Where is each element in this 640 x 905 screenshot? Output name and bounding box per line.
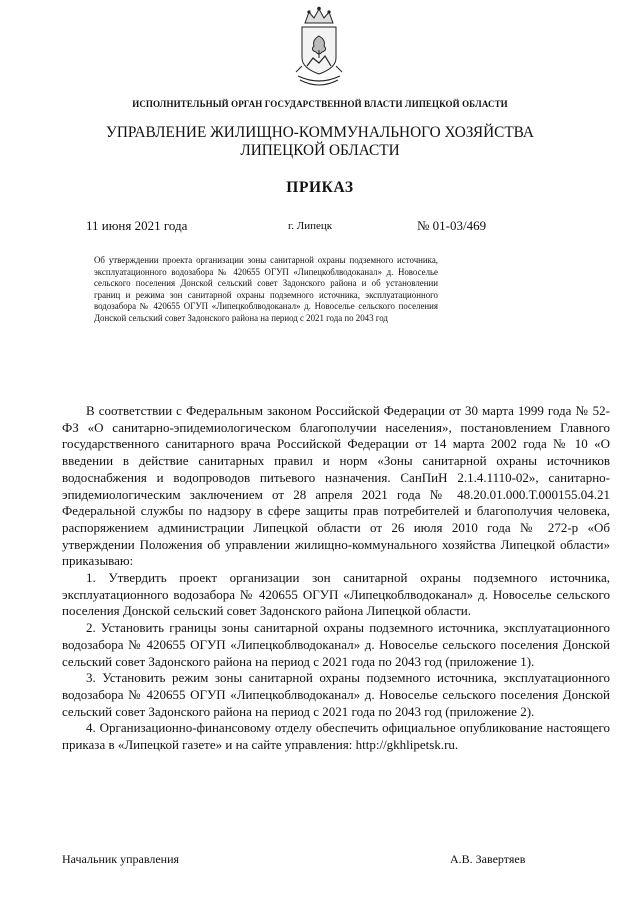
order-number: № 01-03/469 <box>417 218 487 233</box>
order-item-3: 3. Установить режим зоны санитарной охраны подземного источника, эксплуатационного водозабора № 420655 ОГУП «Липецкоблводоканал» д. Новоселье сельского поселения Донской сельский совет Задонского района на период с 2021 года по 2043 год (приложение 2). <box>62 670 610 719</box>
department-name <box>0 124 640 160</box>
order-item-1: 1. Утвердить проект организации зон санитарной охраны подземного источника, эксплуатационного водозабора № 420655 ОГУП «Липецкоблводоканал» д. Новоселье сельского поселения Донской сельский совет Задонского района Липецкой области. <box>62 570 610 619</box>
order-subject: Об утверждении проекта организации зоны санитарной охраны подземного источника, эксплуатационного водозабора № 420655 ОГУП «Липецкоблводоканал» д. Новоселье сельского поселения Донской сельский совет Задонского района и об установлении границ и режима зон санитарной охраны подземного источника, эксплуатационного водозабора № 420655 ОГУП «Липецкоблводоканал» д. Новоселье сельского поселения Донской сельский совет Задонского района на период с 2021 года по 2043 год <box>94 255 438 323</box>
issuing-authority: ИСПОЛНИТЕЛЬНЫЙ ОРГАН ГОСУДАРСТВЕННОЙ ВЛАСТИ ЛИПЕЦКОЙ ОБЛАСТИ <box>132 99 508 109</box>
signatory-role: Начальник управления <box>62 852 180 866</box>
preamble-paragraph: В соответствии с Федеральным законом Российской Федерации от 30 марта 1999 года № 52-ФЗ «О санитарно-эпидемиологическом благополучии населения», постановлением Главного государственного санитарного врача Российской Федерации от 14 марта 2002 года № 10 «О введении в действие санитарных правил и норм «Зоны санитарной охраны источников водоснабжения и водопроводов питьевого назначения. СанПиН 2.1.4.1110-02», санитарно-эпидемиологическим заключением от 28 апреля 2021 года № 48.20.01.000.Т.000155.04.21 Федеральной службы по надзору в сфере защиты прав потребителей и благополучия человека, распоряжением администрации Липецкой области от 26 июля 2010 года № 272-р «Об утверждении Положения об управлении жилищно-коммунального хозяйства Липецкой области» приказываю: <box>62 403 610 569</box>
order-item-2: 2. Установить границы зоны санитарной охраны подземного источника, эксплуатационного водозабора № 420655 ОГУП «Липецкоблводоканал» д. Новоселье сельского поселения Донской сельский совет Задонского района на период с 2021 года по 2043 год (приложение 1). <box>62 620 610 669</box>
order-date: 11 июня 2021 года <box>86 218 188 233</box>
department-line-2: ЛИПЕЦКОЙ ОБЛАСТИ <box>240 142 400 159</box>
order-item-4: 4. Организационно-финансовому отделу обеспечить официальное опубликование настоящего приказа в «Липецкой газете» и на сайте управления: http://gkhlipetsk.ru. <box>62 720 610 753</box>
order-body <box>62 403 610 754</box>
coat-of-arms-icon <box>290 6 348 90</box>
order-city: г. Липецк <box>288 220 333 232</box>
document-title: ПРИКАЗ <box>286 179 354 196</box>
signatory-name: А.В. Завертяев <box>450 852 526 866</box>
department-line-1: УПРАВЛЕНИЕ ЖИЛИЩНО-КОММУНАЛЬНОГО ХОЗЯЙСТВА <box>106 124 534 141</box>
